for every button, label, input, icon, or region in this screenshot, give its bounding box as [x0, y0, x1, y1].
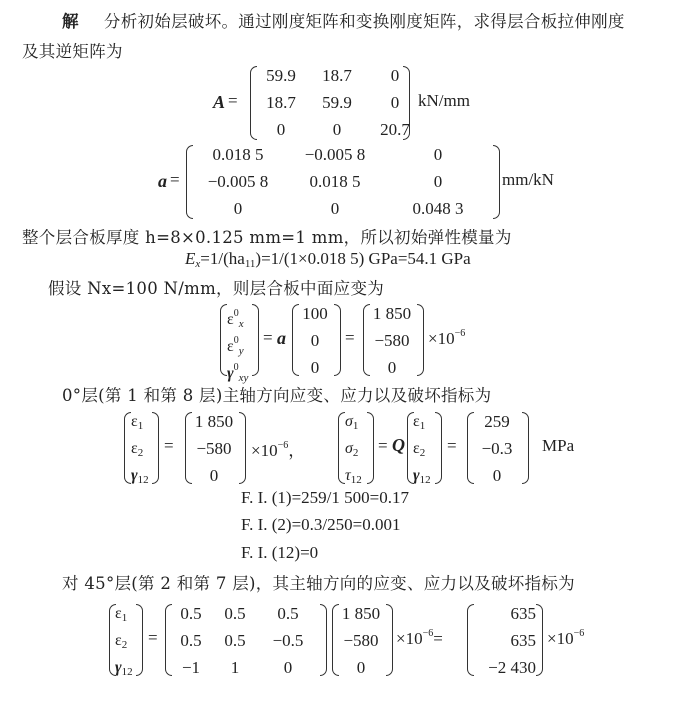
epsilon-symbol: ε — [131, 440, 138, 457]
equals-sign: = — [148, 628, 158, 647]
matrix-cell: 0 — [276, 120, 286, 139]
equals-sign: = — [170, 170, 180, 189]
vector-cell: 259 — [484, 412, 510, 431]
vector-cell: −580 — [196, 439, 232, 458]
stress-value-vector — [471, 408, 523, 489]
matrix-cell: 18.7 — [322, 66, 352, 85]
epsilon-symbol: ε — [115, 605, 122, 622]
subscript: x — [238, 318, 244, 330]
equals-sign: = — [433, 629, 443, 648]
subscript: y — [238, 345, 244, 357]
vector-cell: 100 — [302, 304, 328, 323]
matrix-cell: 0.5 — [180, 631, 202, 650]
vector-cell: 0 — [310, 331, 320, 350]
intro-line-2: 及其逆矩阵为 — [22, 42, 123, 61]
vector-cell: 1 850 — [194, 412, 234, 431]
matrix-cell: 59.9 — [266, 66, 296, 85]
matrix-cell: 0 — [332, 120, 342, 139]
scale-factor — [251, 436, 305, 461]
matrix-a — [190, 141, 492, 222]
principal-strain-vector — [131, 408, 149, 489]
vector-cell: 1 850 — [372, 304, 412, 323]
vector-cell: 0 — [356, 658, 366, 677]
matrix-cell: −0.5 — [272, 631, 304, 650]
ex-subscript: x — [195, 258, 201, 270]
scale-factor — [396, 628, 443, 649]
scale-base: ×10 — [396, 629, 423, 648]
sigma-symbol: σ — [345, 413, 353, 430]
vector-cell: −580 — [343, 631, 379, 650]
matrix-a-symbol: a — [158, 171, 167, 191]
assumption-line: 假设 Nx=100 N/mm，则层合板中面应变为 — [48, 279, 385, 298]
equals-sign: = — [263, 328, 273, 347]
vector-cell: 0 — [310, 358, 320, 377]
left-bracket — [220, 304, 227, 376]
right-bracket — [239, 412, 246, 484]
vector-cell: 1 850 — [341, 604, 381, 623]
scale-base: ×10 — [251, 441, 278, 460]
matrix-cell: 20.7 — [380, 120, 410, 139]
scale-factor — [547, 628, 584, 649]
matrix-cell: 0.048 3 — [412, 199, 464, 218]
matrix-A-symbol: A — [213, 92, 226, 112]
subscript: 2 — [352, 447, 359, 459]
subscript: 2 — [137, 447, 144, 459]
solution-label: 解 — [62, 12, 79, 31]
epsilon-symbol: ε — [413, 440, 420, 457]
vector-cell: −580 — [374, 331, 410, 350]
comma: ， — [288, 441, 306, 460]
epsilon-symbol: ε — [227, 311, 234, 328]
tau-symbol: τ — [345, 467, 351, 484]
matrix-cell: 1 — [230, 658, 240, 677]
matrix-cell: 0 — [390, 93, 400, 112]
matrix-cell: 18.7 — [266, 93, 296, 112]
right-bracket — [417, 304, 424, 376]
matrix-cell: 0.5 — [224, 631, 246, 650]
equals-sign: = — [228, 91, 238, 110]
right-bracket — [522, 412, 529, 484]
ex-rhs-part2: )=1/(1×0.018 5) GPa=54.1 GPa — [255, 249, 471, 268]
subscript: 1 — [352, 420, 359, 432]
right-bracket — [320, 604, 327, 676]
matrix-cell: −1 — [181, 658, 201, 677]
matrix-cell: 0.5 — [180, 604, 202, 623]
matrix-cell: 0.5 — [224, 604, 246, 623]
matrix-cell: 59.9 — [322, 93, 352, 112]
thickness-line: 整个层合板厚度 h=8×0.125 mm=1 mm，所以初始弹性模量为 — [22, 228, 512, 247]
gamma-symbol: γ — [131, 467, 138, 484]
right-bracket — [493, 145, 500, 219]
subscript: 12 — [419, 474, 431, 486]
ex-rhs-part1: =1/(ha — [200, 249, 245, 268]
gamma-symbol: γ — [413, 467, 420, 484]
intro-paragraph — [62, 8, 625, 32]
left-bracket — [338, 412, 345, 484]
transformation-matrix — [169, 600, 319, 681]
matrix-cell: 0.018 5 — [309, 172, 361, 191]
subscript: 12 — [350, 474, 362, 486]
equals-sign: = — [164, 436, 174, 455]
subscript: 1 — [419, 420, 426, 432]
matrix-cell: 0 — [390, 66, 400, 85]
right-bracket — [435, 412, 442, 484]
matrix-cell: 0.018 5 — [212, 145, 264, 164]
subscript: 2 — [121, 639, 128, 651]
failure-index-2: F. I. (2)=0.3/250=0.001 — [241, 515, 401, 534]
vector-cell: −2 430 — [488, 658, 536, 677]
principal-stress-vector — [345, 408, 362, 489]
vector-cell: 0 — [209, 466, 219, 485]
vector-cell: 0 — [492, 466, 502, 485]
subscript: 2 — [419, 447, 426, 459]
midplane-strain-vector — [227, 300, 249, 384]
stress-unit: MPa — [542, 436, 575, 455]
vector-cell: −0.3 — [481, 439, 513, 458]
vector-cell: 0 — [387, 358, 397, 377]
subscript: 12 — [137, 474, 149, 486]
scale-factor — [428, 328, 465, 349]
matrix-A — [253, 62, 425, 143]
strain-vector — [413, 408, 431, 489]
strain-vector — [335, 600, 387, 681]
strain-value-vector — [188, 408, 240, 489]
right-bracket — [334, 304, 341, 376]
subscript: 1 — [121, 612, 128, 624]
a11-subscript: 11 — [244, 258, 256, 270]
subscript: 1 — [137, 420, 144, 432]
right-bracket — [403, 66, 410, 140]
failure-index-1: F. I. (1)=259/1 500=0.17 — [241, 488, 409, 507]
left-bracket — [124, 412, 131, 484]
epsilon-symbol: ε — [413, 413, 420, 430]
matrix-cell: 0 — [283, 658, 293, 677]
right-bracket — [536, 604, 543, 676]
matrix-cell: 0 — [330, 199, 340, 218]
matrix-Q-symbol: Q — [392, 435, 405, 455]
equals-sign: = — [447, 436, 457, 455]
matrix-cell: 0.5 — [277, 604, 299, 623]
matrix-cell: −0.005 8 — [304, 145, 366, 164]
scale-exponent: −6 — [422, 628, 434, 639]
failure-index-12: F. I. (12)=0 — [241, 543, 319, 562]
matrix-cell: 0 — [233, 199, 243, 218]
load-vector — [296, 300, 334, 381]
gamma-symbol: γ — [115, 659, 122, 676]
right-bracket — [136, 604, 143, 676]
scale-exponent: −6 — [573, 628, 585, 639]
right-bracket — [252, 304, 259, 376]
matrix-cell: 0 — [433, 145, 443, 164]
intro-line-1: 分析初始层破坏。通过刚度矩阵和变换刚度矩阵，求得层合板拉伸刚度 — [103, 12, 625, 31]
scale-exponent: −6 — [454, 328, 466, 339]
superscript: 0 — [233, 308, 239, 319]
subscript: xy — [238, 372, 249, 384]
layer0-heading: 0°层(第 1 和第 8 层)主轴方向应变、应力以及破坏指标为 — [62, 386, 492, 405]
right-bracket — [367, 412, 374, 484]
subscript: 12 — [121, 666, 133, 678]
principal-strain-vector — [115, 600, 133, 681]
matrix-a-symbol: a — [277, 328, 286, 348]
right-bracket — [152, 412, 159, 484]
layer45-heading: 对 45°层(第 2 和第 7 层)，其主轴方向的应变、应力以及破坏指标为 — [62, 574, 575, 593]
matrix-cell: 0 — [433, 172, 443, 191]
matrix-A-unit: kN/mm — [418, 91, 470, 110]
vector-cell: 635 — [510, 604, 536, 623]
equals-sign: = — [345, 328, 355, 347]
epsilon-symbol: ε — [131, 413, 138, 430]
result-strain-vector — [470, 600, 536, 681]
sigma-symbol: σ — [345, 440, 353, 457]
scale-base: ×10 — [428, 329, 455, 348]
scale-base: ×10 — [547, 629, 574, 648]
matrix-a-unit: mm/kN — [502, 170, 554, 189]
gamma-symbol: γ — [227, 365, 234, 382]
epsilon-symbol: ε — [227, 338, 234, 355]
elastic-modulus-line — [185, 249, 471, 270]
superscript: 0 — [233, 335, 239, 346]
matrix-cell: −0.005 8 — [207, 172, 269, 191]
midplane-result-vector — [366, 300, 418, 381]
superscript: 0 — [233, 362, 239, 373]
equals-sign: = — [378, 436, 388, 455]
ex-symbol: E — [185, 249, 196, 268]
vector-cell: 635 — [510, 631, 536, 650]
right-bracket — [386, 604, 393, 676]
scale-exponent: −6 — [277, 440, 289, 451]
epsilon-symbol: ε — [115, 632, 122, 649]
